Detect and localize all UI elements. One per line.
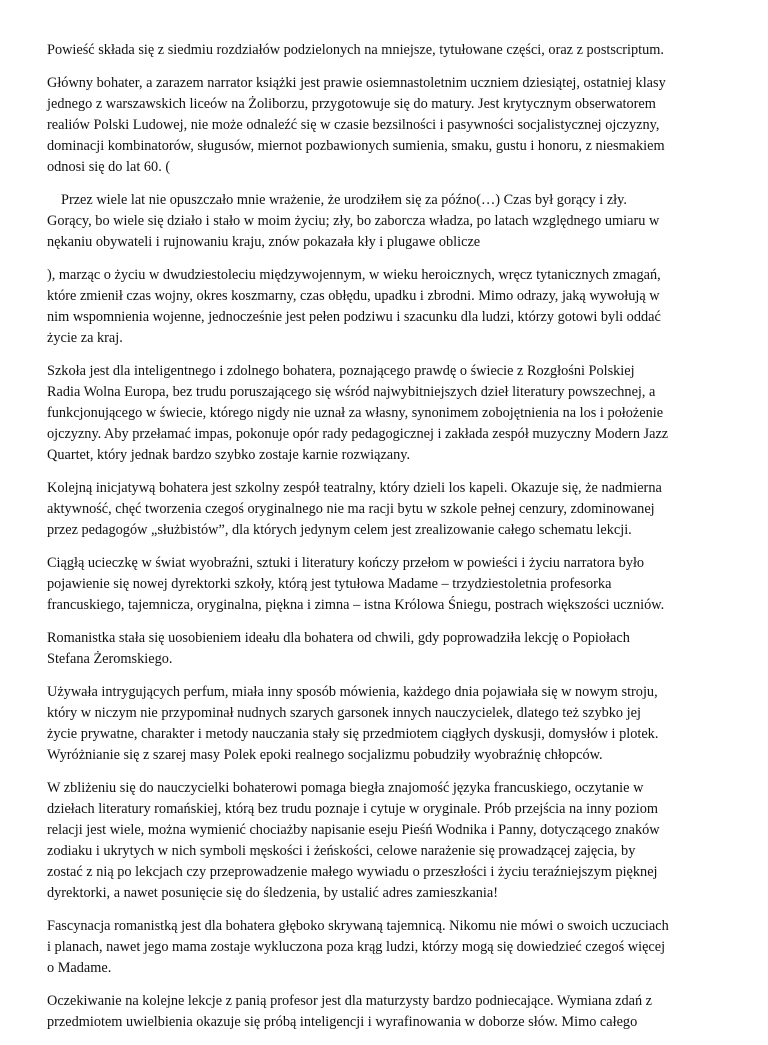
paragraph-secret: Fascynacja romanistką jest dla bohatera głęboko skrywaną tajemnicą. Nikomu nie mówi o swoich uczuciach i planach, nawet jego mama zostaje wykluczona poza krąg ludzi, którzy mogą się dowiedzieć czegoś więcej o Madame.: [47, 918, 669, 976]
paragraph-ideal: Romanistka stała się uosobieniem ideału dla bohatera od chwili, gdy poprowadziła lekcję o Popiołach Stefana Żeromskiego.: [47, 630, 630, 667]
paragraph-lessons: Oczekiwanie na kolejne lekcje z panią profesor jest dla maturzysty bardzo podniecające. Wymiana zdań z przedmiotem uwielbienia okazuje się próbą inteligencji i wyrafinowania w doborze słów. Mimo całego: [47, 993, 653, 1030]
paragraph-main-hero: Główny bohater, a zarazem narrator książki jest prawie osiemnastoletnim uczniem dziesiątej, ostatniej klasy jednego z warszawskich liceów na Żoliborzu, przygotowuje się do matury. Jest krytycznym obserwatorem realiów Polski Ludowej, nie może odnaleźć się w czasie bezsilności i pasywności socjalistycznej ojczyzny, dominacji kombinatorów, sługusów, miernot pozbawionych sumienia, smaku, gustu i honoru, z niesmakiem odnosi się do lat 60. (: [47, 75, 666, 175]
paragraph-school: Szkoła jest dla inteligentnego i zdolnego bohatera, poznającego prawdę o świecie z Rozgłośni Polskiej Radia Wolna Europa, bez trudu poruszającego się wśród najwybitniejszych dzieł literatury powszechnej, a funkcjonującego w świecie, którego nigdy nie uznał za własny, synonimem zobojętnienia na los i położenie ojczyzny. Aby przełamać impas, pokonuje opór rady pedagogicznej i zakłada zespół muzyczny Modern Jazz Quartet, który jednak bardzo szybko zostaje karnie rozwiązany.: [47, 363, 669, 463]
document-page: [47, 40, 727, 1045]
paragraph-perfume: Używała intrygujących perfum, miała inny sposób mówienia, każdego dnia pojawiała się w nowym stroju, który w niczym nie przypominał nudnych szarych garsonek innych nauczycielek, dlatego też szybko jej życie prywatne, charakter i metody nauczania stały się przedmiotem ciągłych dyskusji, domysłów i plotek. Wyróżnianie się z szarej masy Polek epoki realnego socjalizmu pobudziły wyobraźnię chłopców.: [47, 684, 659, 763]
paragraph-theater-group: Kolejną inicjatywą bohatera jest szkolny zespół teatralny, który dzieli los kapeli. Okazuje się, że nadmierna aktywność, chęć tworzenia czegoś oryginalnego nie ma racji bytu w szkole pełnej cenzury, zdominowanej przez pedagogów „służbistów”, dla których jedynym celem jest zrealizowanie całego schematu lekcji.: [47, 480, 662, 538]
paragraph-french: W zbliżeniu się do nauczycielki bohaterowi pomaga biegła znajomość języka francuskiego, oczytanie w dziełach literatury romańskiej, którą bez trudu poznaje i cytuje w oryginale. Prób przejścia na inny poziom relacji jest wiele, można wymienić chociażby napisanie eseju Pieśń Wodnika i Panny, dotyczącego znaków zodiaku i ukrytych w nich symboli męskości i żeńskości, celowe narażenie się prowadzącej zajęcia, by zostać z nią po lekcjach czy przeprowadzenie małego wywiadu o przeszłości i życiu teraźniejszym pięknej dyrektorki, a nawet posunięcie się do śledzenia, by ustalić adres zamieszkania!: [47, 780, 660, 901]
paragraph-structure: Powieść składa się z siedmiu rozdziałów podzielonych na mniejsze, tytułowane części, oraz z postscriptum.: [47, 42, 664, 58]
paragraph-interwar-dream: ), marząc o życiu w dwudziestoleciu międzywojennym, w wieku heroicznych, wręcz tytanicznych zmagań, które zmienił czas wojny, okres koszmarny, czas obłędu, upadku i zbrodni. Mimo odrazy, jaką wywołują w nim wspomnienia wojenne, jednocześnie jest pełen podziwu i szacunku dla ludzi, którzy gotowi byli oddać życie za kraj.: [47, 267, 661, 346]
paragraph-quote: Przez wiele lat nie opuszczało mnie wrażenie, że urodziłem się za późno(…) Czas był gorący i zły. Gorący, bo wiele się działo i stało w moim życiu; zły, bo zaborcza władza, po latach względnego umiaru w nękaniu obywateli i rujnowaniu kraju, znów pokazała kły i plugawe oblicze: [47, 192, 660, 250]
paragraph-new-director: Ciągłą ucieczkę w świat wyobraźni, sztuki i literatury kończy przełom w powieści i życiu narratora było pojawienie się nowej dyrektorki szkoły, którą jest tytułowa Madame – trzydziestoletnia profesorka francuskiego, tajemnicza, oryginalna, piękna i zimna – istna Królowa Śniegu, postrach większości uczniów.: [47, 555, 665, 613]
